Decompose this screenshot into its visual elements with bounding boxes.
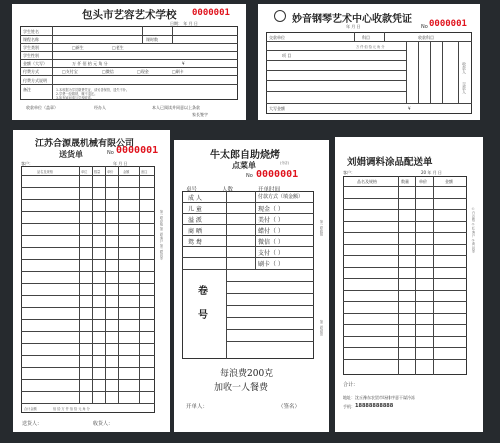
school-class-label: 课时数 <box>146 37 158 42</box>
bbq-col-header: 人数 <box>222 187 234 193</box>
table-rule <box>21 271 155 272</box>
bbq-subtitle: 点菜单 <box>232 160 256 170</box>
school-row-label: 备注 <box>23 87 31 92</box>
bbq-right-label: 蜡付（ ） <box>258 228 284 235</box>
paint-header: 品名及规格 <box>357 179 377 184</box>
school-row-label: 学生类别 <box>23 45 39 50</box>
table-rule <box>21 391 155 392</box>
school-pay-method: □微信 <box>102 69 114 74</box>
delivery-header: 备注 <box>141 170 148 174</box>
bbq-title: 牛太郎自助烧烤 <box>210 150 280 161</box>
piano-date: 年 月 日 <box>346 24 361 29</box>
table-rule <box>21 331 155 332</box>
table-rule <box>343 232 467 233</box>
bbq-col-header: 桌号 <box>186 187 198 193</box>
paint-phone: 18888888888 <box>355 403 394 409</box>
delivery-total-label: 合计金额 <box>24 407 37 411</box>
delivery-serial: 0000001 <box>116 145 159 156</box>
paint-customer: 客户： <box>343 170 355 175</box>
bbq-side-text: 第一联收银 <box>319 220 323 236</box>
piano-amount-header: 万 仟 佰 拾 元 角 分 <box>356 45 385 49</box>
bbq-left-label: 儿 童 <box>188 206 202 213</box>
bbq-right-label: 现金（ ） <box>258 206 284 213</box>
table-rule <box>21 235 155 236</box>
school-title: 包头市艺容艺术学校 <box>82 9 177 21</box>
bbq-left-label: 溢 派 <box>188 217 202 224</box>
school-pay-method: □刷卡 <box>172 69 184 74</box>
school-footer-left: 收款单位（盖章） <box>26 105 58 110</box>
school-row-label: 付费方式说明 <box>23 78 47 83</box>
table-rule <box>343 290 467 291</box>
bbq-left-label: 成 人 <box>188 195 202 202</box>
school-note: 3.如有疑问请与学校联系。 <box>56 96 95 100</box>
paint-date: 20 年 月 日 <box>421 170 442 175</box>
bbq-left-label: 商 晒 <box>188 228 202 235</box>
bbq-big-label: 号 <box>198 310 208 321</box>
table-rule <box>21 307 155 308</box>
paint-title: 刘娟调料涂品配送单 <box>347 157 433 168</box>
school-sum-small: ¥ <box>182 61 185 66</box>
bbq-notice: 加收一人餐费 <box>214 383 269 393</box>
school-pay-method: □支付宝 <box>62 69 78 74</box>
school-serial: 0000001 <box>192 8 230 18</box>
bbq-serial: 0000001 <box>256 169 299 180</box>
table-rule <box>343 198 467 199</box>
table-rule <box>21 175 155 176</box>
delivery-header: 数量 <box>94 170 101 174</box>
paint-side-text: ①白 存根 ②红 客户 ③黄 回单 <box>471 207 475 253</box>
table-rule <box>21 211 155 212</box>
school-sum-units: 万 仟 佰 拾 元 角 分 <box>72 61 108 66</box>
piano-side-label: 交款人 <box>462 82 467 94</box>
paint-table <box>343 176 467 375</box>
school-note: 1.本收据为学员缴费凭证，请妥善保管，遗失不补。 <box>56 88 130 92</box>
table-rule <box>21 379 155 380</box>
school-type-new: □新生 <box>72 45 84 50</box>
delivery-header: 金额 <box>123 170 130 174</box>
table-rule <box>21 223 155 224</box>
table-rule <box>21 259 155 260</box>
school-type-old: □老生 <box>112 45 124 50</box>
delivery-date: 年 月 日 <box>113 161 128 166</box>
delivery-subtitle: 送货单 <box>59 149 83 159</box>
delivery-receiver: 收货人： <box>93 421 114 427</box>
table-rule <box>343 359 467 360</box>
paint-address: 地址：沈丘豫东农贸市场排序意干谋冷冻 <box>343 395 415 400</box>
school-row-label: 付费方式 <box>23 69 39 74</box>
school-pay-method: □现金 <box>137 69 149 74</box>
bbq-big-label: 卷 <box>198 286 208 297</box>
school-footer-right2: 家长签字 <box>192 112 208 117</box>
delivery-note <box>13 130 170 432</box>
bbq-branch: (分店) <box>280 161 289 165</box>
table-rule <box>21 199 155 200</box>
piano-total-label: 大写金额 <box>269 106 285 111</box>
table-rule <box>343 221 467 222</box>
school-row-label: 学生性别 <box>23 53 39 58</box>
school-receipt <box>12 4 246 120</box>
bbq-footer-right: （签名） <box>278 404 301 410</box>
delivery-customer: 客户： <box>21 161 33 166</box>
piano-serial: 0000001 <box>429 19 467 29</box>
table-rule <box>21 367 155 368</box>
piano-side-label: 收款人 <box>462 62 467 74</box>
bbq-left-label: 鸳 鸯 <box>188 239 202 246</box>
bbq-notice: 每浪费200克 <box>220 369 274 379</box>
paint-header: 单价 <box>419 179 427 184</box>
piano-serial-prefix: No <box>421 24 428 30</box>
table-rule <box>343 186 467 187</box>
delivery-header: 品名及规格 <box>37 170 53 174</box>
table-rule <box>343 347 467 348</box>
piano-item-label: 项 目 <box>282 53 292 58</box>
table-rule <box>21 343 155 344</box>
delivery-side-text: 第一联存根 第二联客户 第三联回单 <box>159 210 163 261</box>
bbq-side-text: 第二联厨房 <box>319 320 323 336</box>
school-date: 日期： 年 月 日 <box>170 21 198 26</box>
table-rule <box>343 324 467 325</box>
piano-row1-right: 收款科目 <box>418 35 434 40</box>
table-rule <box>343 278 467 279</box>
table-rule <box>343 267 467 268</box>
piano-total-small: ¥ <box>408 106 411 111</box>
bbq-right-label: 付款方式（填金额） <box>258 194 304 200</box>
delivery-table <box>21 166 155 413</box>
bbq-footer-left: 开单人： <box>186 404 209 410</box>
piano-row1-mid: 科目 <box>362 35 370 40</box>
school-row-label: 金额（大写） <box>23 61 47 66</box>
delivery-header: 单位 <box>81 170 88 174</box>
school-footer-right1: 本人已阅读并同意以上条款 <box>152 105 200 110</box>
bbq-right-label: 微信（ ） <box>258 239 284 246</box>
bbq-serial-prefix: No <box>246 173 253 179</box>
delivery-sender: 送货人： <box>22 421 43 427</box>
bbq-order <box>174 140 329 432</box>
table-rule <box>21 355 155 356</box>
school-row-label: 课程名称 <box>23 37 39 42</box>
delivery-serial-prefix: No <box>107 150 114 156</box>
table-rule <box>343 313 467 314</box>
table-rule <box>343 301 467 302</box>
school-row-label: 学生姓名 <box>23 29 39 34</box>
table-rule <box>21 247 155 248</box>
bbq-right-label: 支付（ ） <box>258 250 284 257</box>
paint-header: 金额 <box>445 179 453 184</box>
piano-title: 妙音钢琴艺术中心收款凭证 <box>292 14 412 25</box>
table-rule <box>343 336 467 337</box>
table-rule <box>21 319 155 320</box>
delivery-total-unit: 佰 拾 万 仟 佰 拾 元 角 分 <box>53 407 90 411</box>
school-footer-mid: 经办人 <box>94 105 106 110</box>
paint-delivery <box>335 137 483 432</box>
paint-total: 合计： <box>343 382 359 388</box>
table-rule <box>21 403 155 404</box>
paint-phone-label: 手机： <box>343 404 355 409</box>
bbq-right-label: 美付（ ） <box>258 217 284 224</box>
table-rule <box>343 244 467 245</box>
paint-header: 数量 <box>401 179 409 184</box>
table-rule <box>21 283 155 284</box>
school-note: 2.学费一经缴纳，概不退还。 <box>56 92 98 96</box>
table-rule <box>21 187 155 188</box>
delivery-title: 江苏合源晟机械有限公司 <box>35 139 135 149</box>
piano-receipt <box>258 4 480 120</box>
bbq-right-label: 刷卡（ ） <box>258 261 284 268</box>
delivery-header: 单价 <box>107 170 114 174</box>
bbq-col-header: 开单时间 <box>258 187 281 193</box>
table-rule <box>343 209 467 210</box>
table-rule <box>21 295 155 296</box>
piano-row1-left: 交款单位 <box>269 35 285 40</box>
table-rule <box>343 255 467 256</box>
piano-logo <box>274 10 286 22</box>
